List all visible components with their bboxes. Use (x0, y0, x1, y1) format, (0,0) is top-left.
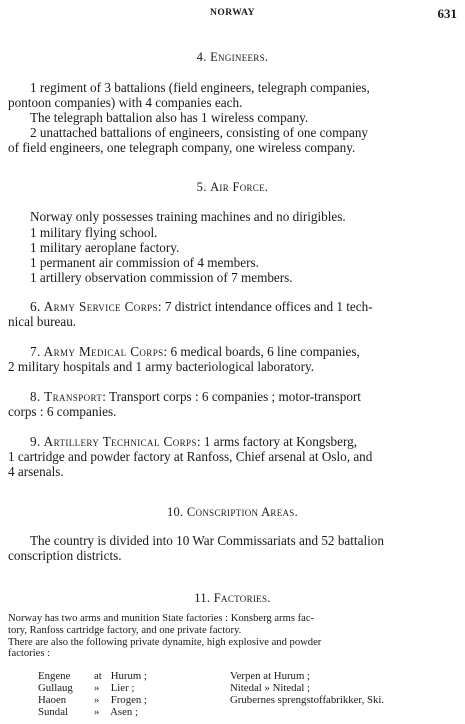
running-head (0, 6, 465, 22)
text-line: nical bureau. (8, 314, 77, 330)
text-line: conscription districts. (8, 548, 122, 564)
text-line: 2 military hospitals and 1 army bacteriological laboratory. (8, 359, 315, 375)
heading-number: 11. (194, 591, 211, 605)
heading-text: Conscription Areas. (186, 505, 299, 519)
heading-text: Factories. (213, 591, 271, 605)
text-line: corps : 6 companies. (8, 404, 117, 420)
section-heading-engineers (0, 50, 465, 65)
factories-right-list (230, 670, 384, 706)
text-line: 2 unattached battalions of engineers, consisting of one company (30, 125, 369, 140)
engineers-paragraph-2 (8, 110, 458, 125)
air-force-item: 1 artillery observation commission of 7 members. (30, 270, 293, 285)
factories-paragraph (8, 613, 458, 660)
air-force-item: 1 permanent air commission of 4 members. (30, 255, 259, 270)
text-line: factories : (8, 648, 51, 660)
conscription-paragraph (8, 533, 458, 563)
paragraph-label: 7. Army Medical Corps (30, 344, 164, 359)
text-line: tory, Ranfoss cartridge factory, and one private factory. (8, 624, 242, 636)
factories-left-list (38, 670, 147, 718)
text-line: : 1 arms factory at Kongsberg, (196, 434, 358, 449)
section-heading-air-force (0, 180, 465, 195)
list-item: Gullaug » Lier ; (38, 682, 135, 694)
artillery-technical-corps-paragraph (8, 434, 458, 480)
text-line: The telegraph battalion also has 1 wireless company. (30, 110, 309, 125)
heading-text: Air Force. (210, 180, 269, 194)
list-item: Verpen at Hurum ; (230, 670, 311, 682)
engineers-paragraph-3 (8, 125, 458, 155)
text-line: : 6 medical boards, 6 line companies, (163, 344, 360, 359)
text-line: 4 arsenals. (8, 464, 64, 480)
text-line: of field engineers, one telegraph company, one wireless company. (8, 140, 356, 156)
text-line: : 7 district intendance offices and 1 tech- (157, 299, 373, 314)
section-heading-factories (0, 591, 465, 606)
text-line: Norway has two arms and munition State factories : Konsberg arms fac- (8, 613, 315, 624)
army-medical-corps-paragraph (8, 344, 458, 374)
text-line: The country is divided into 10 War Commissariats and 52 battalion (30, 533, 384, 548)
running-title: NORWAY (209, 8, 256, 18)
section-heading-conscription (0, 505, 465, 520)
text-line: pontoon companies) with 4 companies each. (8, 95, 243, 111)
engineers-paragraph-1 (8, 80, 458, 110)
heading-number: 5. (196, 180, 207, 194)
text-line: 1 cartridge and powder factory at Ranfoss, Chief arsenal at Oslo, and (8, 449, 373, 465)
list-item: Nitedal » Nitedal ; (230, 682, 311, 694)
text-line: 1 regiment of 3 battalions (field engineers, telegraph companies, (30, 80, 370, 95)
army-service-corps-paragraph (8, 299, 458, 329)
heading-number: 10. (166, 505, 184, 519)
list-item: Sundal » Asen ; (38, 706, 138, 718)
transport-paragraph (8, 389, 458, 419)
heading-number: 4. (196, 50, 207, 64)
text-line: : Transport corps : 6 companies ; motor-transport (102, 389, 361, 404)
paragraph-label: 6. Army Service Corps (30, 299, 158, 314)
list-item: Engene at Hurum ; (38, 670, 147, 682)
air-force-item: 1 military flying school. (30, 225, 158, 240)
air-force-intro: Norway only possesses training machines and no dirigibles. (30, 209, 346, 224)
paragraph-label: 9. Artillery Technical Corps (30, 434, 197, 449)
paragraph-label: 8. Transport (30, 389, 103, 404)
page-number: 631 (437, 6, 457, 21)
air-force-item: 1 military aeroplane factory. (30, 240, 180, 255)
list-item: Grubernes sprengstoffabrikker, Ski. (230, 694, 385, 706)
list-item: Haoen » Frogen ; (38, 694, 147, 706)
heading-text: Engineers. (210, 50, 269, 64)
text-line: There are also the following private dynamite, high explosive and powder (8, 636, 322, 648)
